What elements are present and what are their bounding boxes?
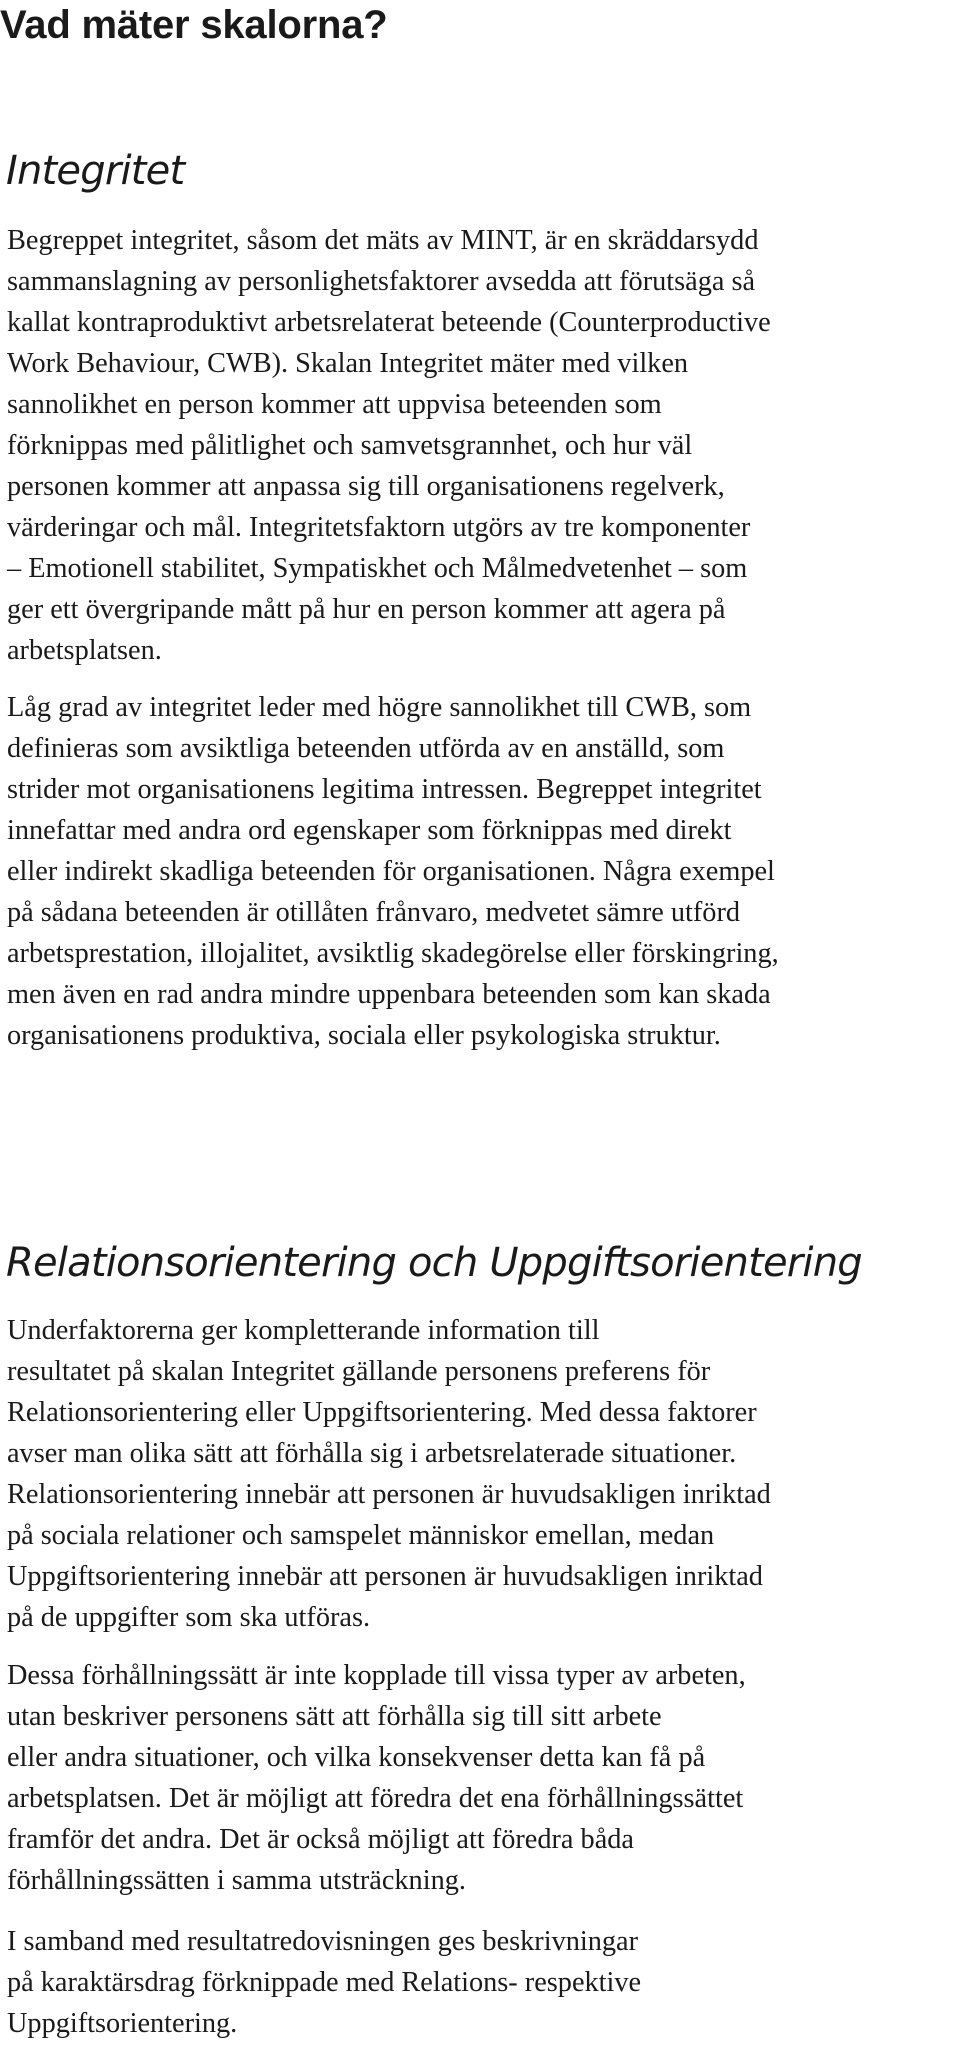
text-line: arbetsprestation, illojalitet, avsiktlig skadegörelse eller förskingring,	[7, 938, 779, 969]
paragraph-integritet-definition	[7, 220, 771, 671]
paragraph-underfaktorer	[7, 1310, 771, 1638]
text-line: sammanslagning av personlighetsfaktorer avsedda att förutsäga så	[7, 266, 756, 297]
text-line: sannolikhet en person kommer att uppvisa beteenden som	[7, 389, 662, 420]
text-line: Uppgiftsorientering.	[7, 2008, 238, 2039]
text-line: på sådana beteenden är otillåten frånvaro, medvetet sämre utförd	[7, 897, 741, 928]
text-line: Relationsorientering eller Uppgiftsorientering. Med dessa faktorer	[7, 1397, 757, 1428]
text-line: arbetsplatsen.	[7, 635, 162, 666]
text-line: på sociala relationer och samspelet människor emellan, medan	[7, 1520, 715, 1551]
text-line: Relationsorientering innebär att personen är huvudsakligen inriktad	[7, 1479, 771, 1510]
text-line: organisationens produktiva, sociala eller psykologiska struktur.	[7, 1020, 721, 1051]
text-line: på de uppgifter som ska utföras.	[7, 1602, 371, 1633]
text-line: värderingar och mål. Integritetsfaktorn utgörs av tre komponenter	[7, 512, 751, 543]
section-heading-relations-uppgiftsorientering: Relationsorientering och Uppgiftsorientering	[6, 1240, 862, 1286]
text-line: strider mot organisationens legitima intressen. Begreppet integritet	[7, 774, 762, 805]
text-line: – Emotionell stabilitet, Sympatiskhet och Målmedvetenhet – som	[7, 553, 748, 584]
text-line: arbetsplatsen. Det är möjligt att föredra det ena förhållningssättet	[7, 1783, 744, 1814]
text-line: Work Behaviour, CWB). Skalan Integritet mäter med vilken	[7, 348, 689, 379]
text-line: Låg grad av integritet leder med högre sannolikhet till CWB, som	[7, 692, 752, 723]
section-heading-integritet: Integritet	[6, 148, 185, 194]
text-line: framför det andra. Det är också möjligt att föredra båda	[7, 1824, 634, 1855]
text-line: resultatet på skalan Integritet gällande personens preferens för	[7, 1356, 711, 1387]
text-line: Uppgiftsorientering innebär att personen är huvudsakligen inriktad	[7, 1561, 763, 1592]
text-line: avser man olika sätt att förhålla sig i arbetsrelaterade situationer.	[7, 1438, 737, 1469]
text-line: ger ett övergripande mått på hur en person kommer att agera på	[7, 594, 726, 625]
paragraph-resultatredovisning	[7, 1921, 641, 2044]
text-line: Begreppet integritet, såsom det mäts av MINT, är en skräddarsydd	[7, 225, 759, 256]
paragraph-forhallningssatt	[7, 1655, 746, 1901]
text-line: definieras som avsiktliga beteenden utförda av en anställd, som	[7, 733, 725, 764]
text-line: personen kommer att anpassa sig till organisationens regelverk,	[7, 471, 725, 502]
text-line: I samband med resultatredovisningen ges beskrivningar	[7, 1926, 639, 1957]
text-line: innefattar med andra ord egenskaper som förknippas med direkt	[7, 815, 732, 846]
text-line: förknippas med pålitlighet och samvetsgrannhet, och hur väl	[7, 430, 693, 461]
text-line: Underfaktorerna ger kompletterande information till	[7, 1315, 600, 1346]
text-line: eller indirekt skadliga beteenden för organisationen. Några exempel	[7, 856, 775, 887]
text-line: utan beskriver personens sätt att förhålla sig till sitt arbete	[7, 1701, 662, 1732]
page-title: Vad mäter skalorna?	[0, 3, 388, 47]
text-line: men även en rad andra mindre uppenbara beteenden som kan skada	[7, 979, 771, 1010]
text-line: kallat kontraproduktivt arbetsrelaterat beteende (Counterproductive	[7, 307, 771, 338]
text-line: Dessa förhållningssätt är inte kopplade till vissa typer av arbeten,	[7, 1660, 746, 1691]
text-line: på karaktärsdrag förknippade med Relations- respektive	[7, 1967, 642, 1998]
text-line: förhållningssätten i samma utsträckning.	[7, 1865, 466, 1896]
text-line: eller andra situationer, och vilka konsekvenser detta kan få på	[7, 1742, 706, 1773]
paragraph-integritet-cwb	[7, 687, 779, 1056]
